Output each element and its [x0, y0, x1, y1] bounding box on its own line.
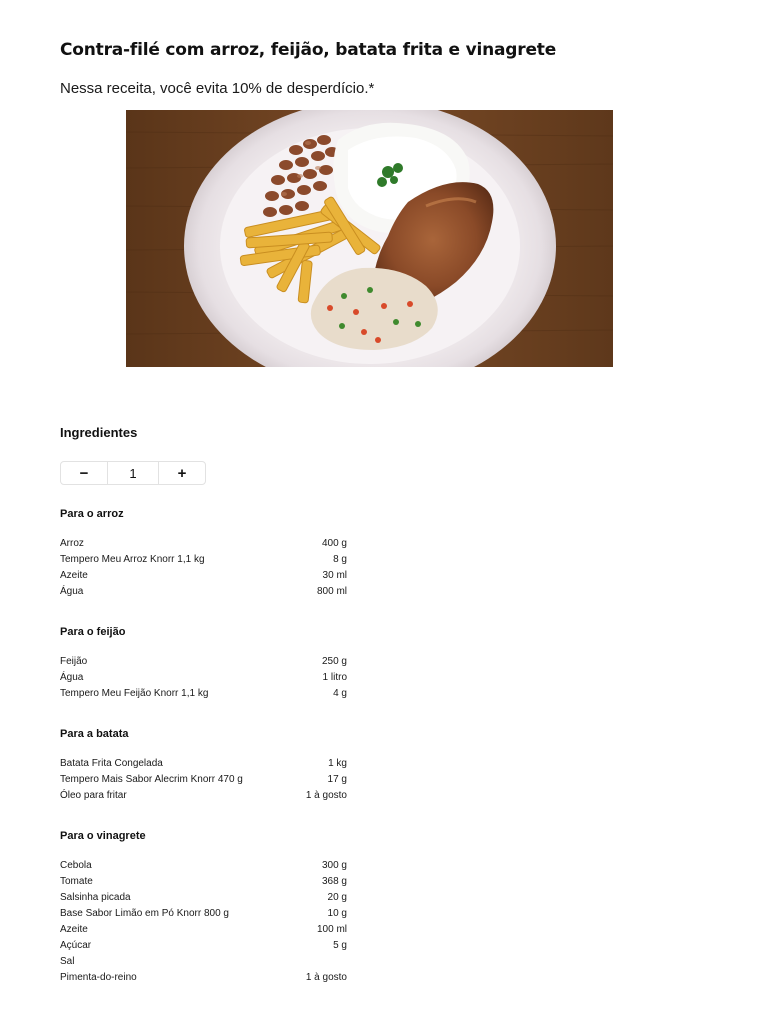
- ingredient-group-batata: [60, 727, 347, 804]
- ingredient-row: [60, 970, 347, 986]
- ingredient-name: Arroz: [60, 538, 84, 549]
- ingredient-qty: 8 g: [333, 554, 347, 565]
- ingredient-row: [60, 536, 347, 552]
- ingredient-row: [60, 906, 347, 922]
- ingredient-name: Tomate: [60, 876, 93, 887]
- ingredient-group-vinagrete: [60, 829, 347, 986]
- ingredient-group-feijao: [60, 625, 347, 702]
- ingredient-name: Cebola: [60, 860, 92, 871]
- servings-value: 1: [107, 462, 159, 484]
- ingredient-name: Tempero Mais Sabor Alecrim Knorr 470 g: [60, 774, 243, 785]
- ingredient-qty: 30 ml: [322, 570, 347, 581]
- ingredient-name: Pimenta-do-reino: [60, 972, 137, 983]
- ingredient-name: Sal: [60, 956, 75, 967]
- group-title: Para a batata: [60, 728, 129, 740]
- recipe-subtitle: Nessa receita, você evita 10% de desperdício.*: [60, 80, 375, 97]
- ingredient-qty: 17 g: [327, 774, 347, 785]
- ingredient-row: [60, 788, 347, 804]
- ingredient-name: Tempero Meu Arroz Knorr 1,1 kg: [60, 554, 205, 565]
- ingredient-row: [60, 552, 347, 568]
- ingredient-qty: 10 g: [327, 908, 347, 919]
- ingredient-row: [60, 874, 347, 890]
- ingredient-name: Feijão: [60, 656, 88, 667]
- ingredient-qty: 4 g: [333, 688, 347, 699]
- ingredient-name: Azeite: [60, 924, 88, 935]
- ingredients-heading: Ingredientes: [60, 425, 138, 440]
- ingredient-name: Água: [60, 586, 84, 597]
- ingredient-group-arroz: [60, 507, 347, 600]
- ingredient-qty: 20 g: [327, 892, 347, 903]
- increase-servings-button[interactable]: +: [177, 464, 187, 482]
- decrease-servings-button[interactable]: −: [79, 464, 89, 482]
- ingredient-row: [60, 670, 347, 686]
- ingredient-row: [60, 686, 347, 702]
- ingredient-row: [60, 568, 347, 584]
- ingredient-name: Salsinha picada: [60, 892, 131, 903]
- ingredient-name: Água: [60, 672, 84, 683]
- ingredient-qty: 1 à gosto: [305, 972, 347, 983]
- group-title: Para o feijão: [60, 626, 126, 638]
- servings-stepper: [60, 461, 206, 485]
- ingredient-qty: 400 g: [321, 538, 347, 549]
- ingredient-row: [60, 954, 347, 970]
- recipe-title: Contra-filé com arroz, feijão, batata frita e vinagrete: [60, 40, 557, 60]
- ingredient-qty: 5 g: [333, 940, 347, 951]
- ingredient-row: [60, 756, 347, 772]
- ingredient-name: Tempero Meu Feijão Knorr 1,1 kg: [60, 688, 209, 699]
- ingredient-qty: 100 ml: [316, 924, 347, 935]
- ingredient-row: [60, 938, 347, 954]
- ingredient-name: Óleo para fritar: [60, 790, 127, 801]
- ingredient-row: [60, 890, 347, 906]
- ingredient-row: [60, 858, 347, 874]
- ingredient-name: Batata Frita Congelada: [60, 758, 163, 769]
- group-title: Para o arroz: [60, 508, 124, 520]
- ingredient-qty: 368 g: [321, 876, 347, 887]
- ingredient-qty: 1 à gosto: [305, 790, 347, 801]
- ingredient-name: Azeite: [60, 570, 88, 581]
- ingredient-row: [60, 654, 347, 670]
- ingredient-name: Base Sabor Limão em Pó Knorr 800 g: [60, 908, 229, 919]
- ingredient-row: [60, 584, 347, 600]
- ingredient-qty: 1 litro: [322, 672, 347, 683]
- ingredient-qty: 250 g: [321, 656, 347, 667]
- ingredient-name: Açúcar: [60, 940, 92, 951]
- group-title: Para o vinagrete: [60, 830, 146, 842]
- ingredient-qty: 1 kg: [328, 758, 347, 769]
- ingredient-row: [60, 772, 347, 788]
- ingredient-qty: 300 g: [321, 860, 347, 871]
- recipe-photo: [126, 110, 613, 367]
- ingredient-row: [60, 922, 347, 938]
- ingredient-qty: 800 ml: [316, 586, 347, 597]
